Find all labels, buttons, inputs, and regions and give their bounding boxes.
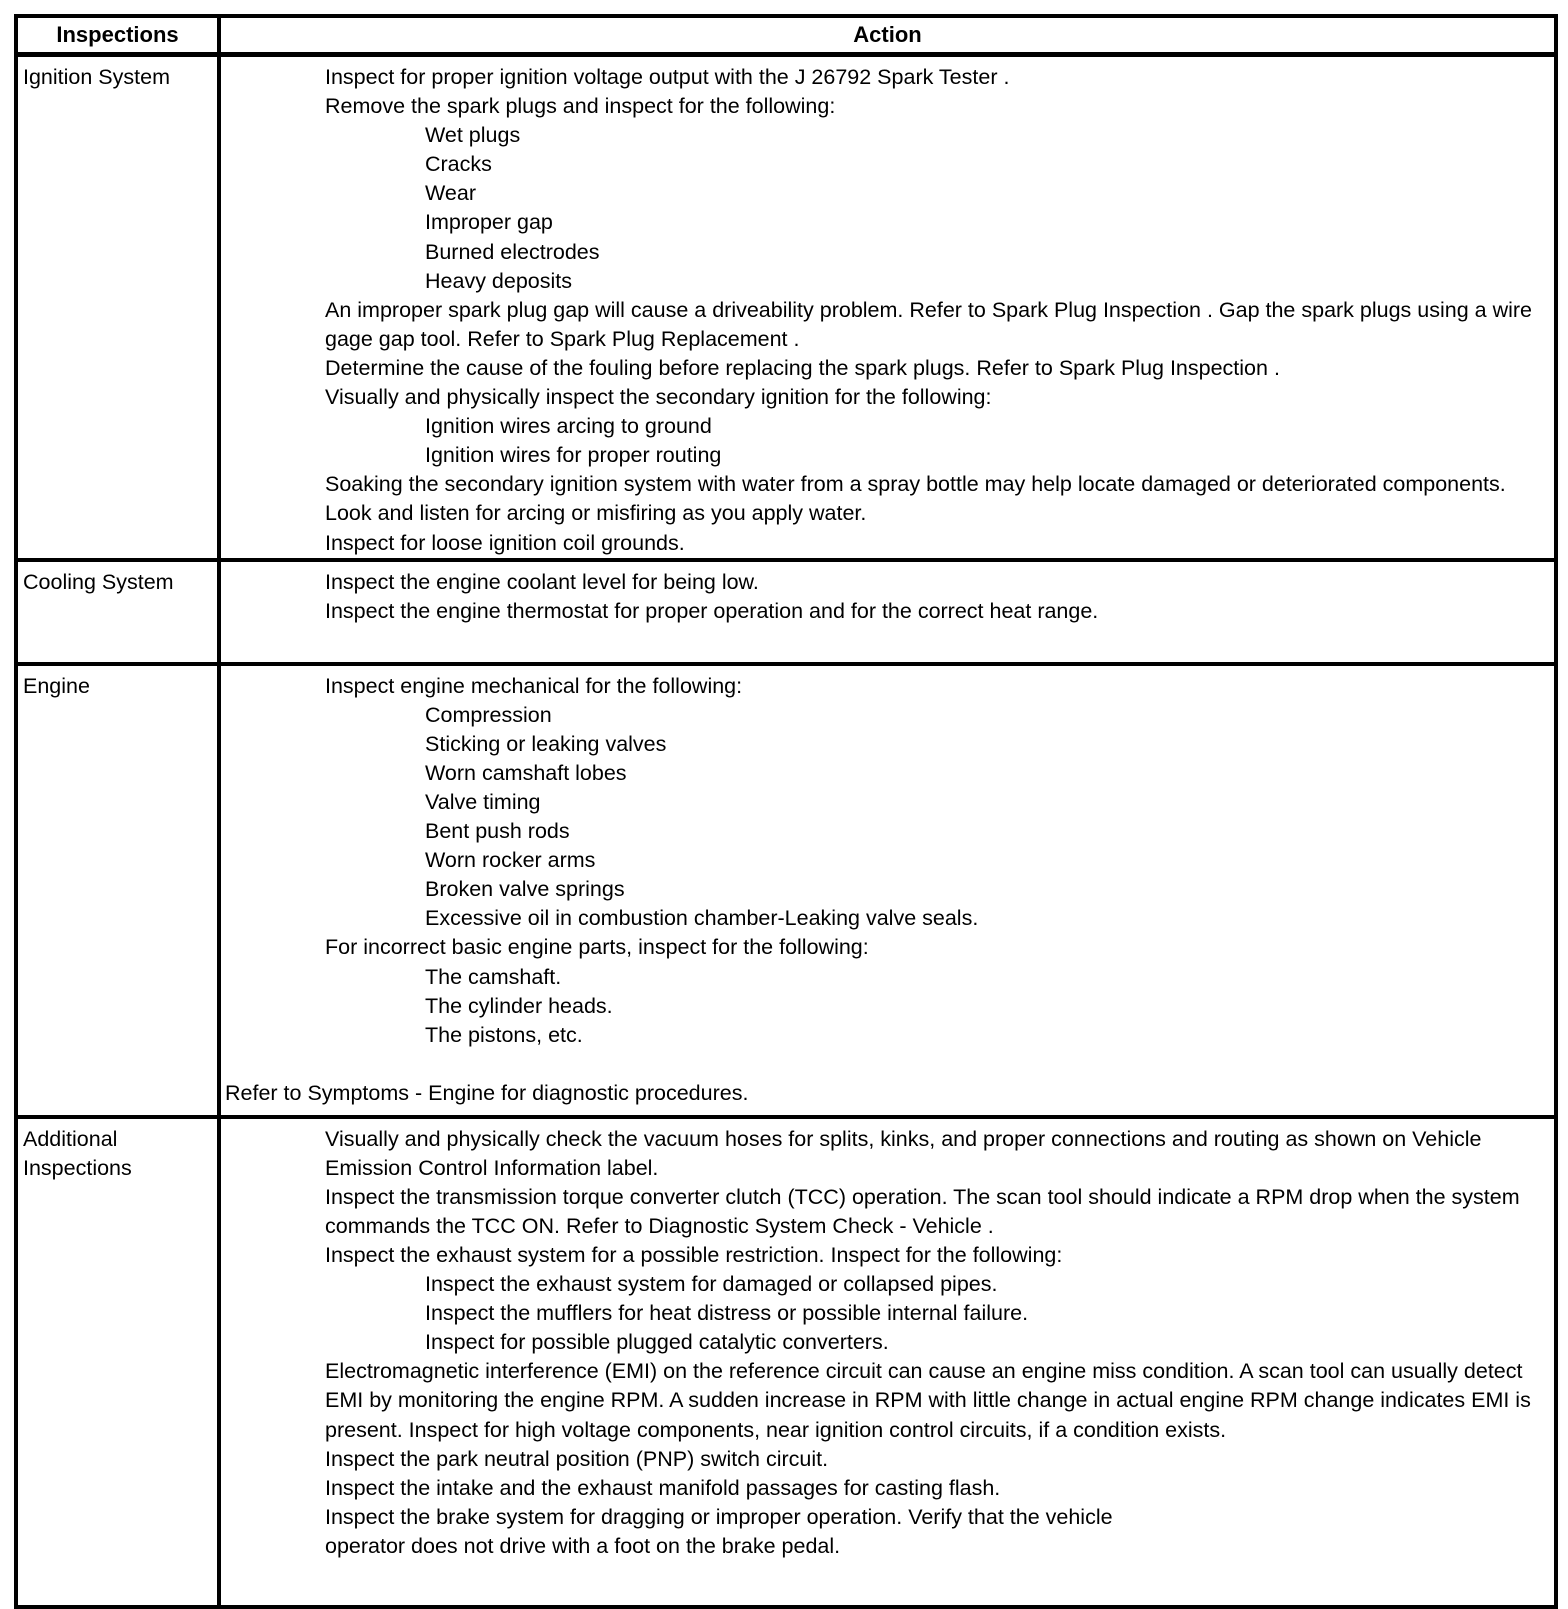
sub-item: Broken valve springs bbox=[425, 877, 625, 902]
action-item: Visually and physically inspect the secondary ignition for the following: bbox=[325, 385, 992, 410]
category-cell: Engine bbox=[16, 664, 219, 1117]
sub-item: The camshaft. bbox=[425, 964, 562, 989]
sub-item: Worn rocker arms bbox=[425, 848, 596, 873]
action-lines bbox=[221, 562, 1554, 626]
sub-item: Valve timing bbox=[425, 789, 541, 814]
sub-item: Worn camshaft lobes bbox=[425, 760, 627, 785]
action-item: Inspect for proper ignition voltage output with the J 26792 Spark Tester . bbox=[325, 65, 1010, 89]
action-item: Inspect the brake system for dragging or improper operation. Verify that the vehicle operator does not drive with a foot on the brake pedal. bbox=[325, 1504, 1113, 1558]
sub-item: Cracks bbox=[425, 152, 492, 177]
sub-item: The pistons, etc. bbox=[425, 1022, 583, 1047]
action-cell bbox=[219, 664, 1556, 1117]
sub-item: Burned electrodes bbox=[425, 239, 600, 264]
action-lines bbox=[221, 666, 1554, 1108]
action-item: Inspect the exhaust system for a possible restriction. Inspect for the following: bbox=[325, 1242, 1063, 1267]
action-cell bbox=[219, 1117, 1556, 1607]
sub-item: Bent push rods bbox=[425, 819, 570, 844]
sub-item: Inspect the exhaust system for damaged or collapsed pipes. bbox=[425, 1272, 998, 1297]
sub-item: Compression bbox=[425, 702, 552, 727]
inspections-table bbox=[14, 14, 1558, 1609]
action-item: Electromagnetic interference (EMI) on the reference circuit can cause an engine miss condition. A scan tool can usually detect EMI by monitoring the engine RPM. A sudden increase in RPM with little change in actual engine RPM change indicates EMI is present. Inspect for high voltage components, near ignition control circuits, if a condition exists. bbox=[325, 1359, 1531, 1442]
action-item: Inspect the engine thermostat for proper operation and for the correct heat range. bbox=[325, 598, 1099, 623]
action-item: Inspect for loose ignition coil grounds. bbox=[325, 530, 685, 555]
action-item: Visually and physically check the vacuum hoses for splits, kinks, and proper connections and routing as shown on Vehicle Emission Control Information label. bbox=[325, 1126, 1482, 1180]
action-item: Determine the cause of the fouling before replacing the spark plugs. Refer to Spark Plug Inspection . bbox=[325, 355, 1280, 380]
action-item: Inspect the engine coolant level for being low. bbox=[325, 569, 759, 594]
sub-item: Inspect the mufflers for heat distress or possible internal failure. bbox=[425, 1301, 1029, 1326]
action-item: Inspect the park neutral position (PNP) switch circuit. bbox=[325, 1446, 829, 1471]
sub-item: Sticking or leaking valves bbox=[425, 731, 667, 756]
table-header-row bbox=[16, 16, 1556, 55]
action-lines bbox=[221, 1119, 1554, 1561]
action-cell bbox=[219, 55, 1556, 560]
sub-item: Excessive oil in combustion chamber-Leaking valve seals. bbox=[425, 906, 979, 931]
sub-item: Heavy deposits bbox=[425, 268, 572, 293]
category-cell: Additional Inspections bbox=[16, 1117, 219, 1607]
action-item: Inspect the transmission torque converter clutch (TCC) operation. The scan tool should indicate a RPM drop when the system commands the TCC ON. Refer to Diagnostic System Check - Vehicle . bbox=[325, 1184, 1520, 1238]
sub-item: Ignition wires arcing to ground bbox=[425, 414, 712, 439]
sub-item: The cylinder heads. bbox=[425, 993, 613, 1018]
header-action: Action bbox=[219, 16, 1556, 55]
category-cell: Cooling System bbox=[16, 560, 219, 664]
action-item: For incorrect basic engine parts, inspect for the following: bbox=[325, 935, 869, 960]
table-row-additional-inspections bbox=[16, 1117, 1556, 1607]
sub-item: Inspect for possible plugged catalytic converters. bbox=[425, 1330, 889, 1355]
category-cell: Ignition System bbox=[16, 55, 219, 560]
spacer bbox=[221, 1050, 1548, 1079]
table-row-engine bbox=[16, 664, 1556, 1117]
action-item: Remove the spark plugs and inspect for the following: bbox=[325, 94, 836, 119]
table-row-ignition-system bbox=[16, 55, 1556, 560]
sub-item: Ignition wires for proper routing bbox=[425, 443, 722, 468]
table-row-cooling-system bbox=[16, 560, 1556, 664]
action-lines bbox=[221, 57, 1554, 558]
action-item: An improper spark plug gap will cause a driveability problem. Refer to Spark Plug Inspection . Gap the spark plugs using a wire gage gap tool. Refer to Spark Plug Replacement . bbox=[325, 297, 1533, 351]
sub-item: Wear bbox=[425, 181, 476, 206]
sub-item: Wet plugs bbox=[425, 123, 521, 148]
action-item: Inspect engine mechanical for the following: bbox=[325, 673, 743, 698]
action-item: Soaking the secondary ignition system with water from a spray bottle may help locate damaged or deteriorated components. Look and listen for arcing or misfiring as you apply water. bbox=[325, 472, 1506, 526]
header-inspections: Inspections bbox=[16, 16, 219, 55]
document-page bbox=[14, 14, 1558, 1609]
action-item: Inspect the intake and the exhaust manifold passages for casting flash. bbox=[325, 1475, 1001, 1500]
action-cell bbox=[219, 560, 1556, 664]
action-item: Refer to Symptoms - Engine for diagnostic procedures. bbox=[225, 1080, 749, 1105]
sub-item: Improper gap bbox=[425, 210, 553, 235]
